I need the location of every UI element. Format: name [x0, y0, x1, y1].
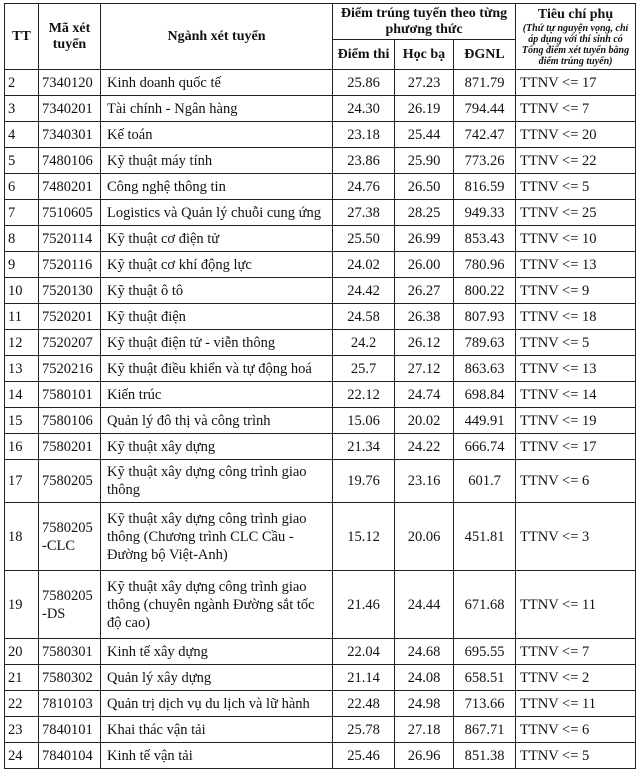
row-code: 7580106 — [39, 408, 101, 434]
row-transcript: 20.06 — [395, 503, 454, 571]
row-code: 7520207 — [39, 330, 101, 356]
row-major: Kinh tế vận tải — [101, 743, 333, 769]
row-dgnl: 816.59 — [454, 174, 516, 200]
row-major: Kỹ thuật điện — [101, 304, 333, 330]
row-dgnl: 773.26 — [454, 148, 516, 174]
table-row — [5, 278, 636, 304]
row-code: 7520216 — [39, 356, 101, 382]
table-row — [5, 70, 636, 96]
row-transcript: 24.98 — [395, 691, 454, 717]
row-dgnl: 789.63 — [454, 330, 516, 356]
row-tt: 19 — [5, 571, 39, 639]
admission-scores-table — [4, 3, 636, 769]
row-tt: 20 — [5, 639, 39, 665]
row-code: 7580201 — [39, 434, 101, 460]
row-major: Kinh doanh quốc tế — [101, 70, 333, 96]
table-row — [5, 200, 636, 226]
row-major: Kỹ thuật cơ điện tử — [101, 226, 333, 252]
row-exam: 22.12 — [333, 382, 395, 408]
row-criteria: TTNV <= 22 — [516, 148, 636, 174]
row-exam: 22.04 — [333, 639, 395, 665]
row-tt: 14 — [5, 382, 39, 408]
row-tt: 3 — [5, 96, 39, 122]
row-tt: 22 — [5, 691, 39, 717]
row-major: Kỹ thuật máy tính — [101, 148, 333, 174]
table-row — [5, 665, 636, 691]
row-tt: 9 — [5, 252, 39, 278]
header-criteria-title: Tiêu chí phụ — [537, 6, 614, 22]
row-major: Kỹ thuật điều khiển và tự động hoá — [101, 356, 333, 382]
table-row — [5, 717, 636, 743]
row-transcript: 26.38 — [395, 304, 454, 330]
row-dgnl: 742.47 — [454, 122, 516, 148]
table-row — [5, 743, 636, 769]
row-transcript: 23.16 — [395, 460, 454, 503]
row-code: 7520116 — [39, 252, 101, 278]
row-major: Kế toán — [101, 122, 333, 148]
table-row — [5, 226, 636, 252]
table-row — [5, 356, 636, 382]
table-row — [5, 122, 636, 148]
row-code: 7580302 — [39, 665, 101, 691]
row-exam: 24.42 — [333, 278, 395, 304]
row-exam: 24.02 — [333, 252, 395, 278]
row-dgnl: 863.63 — [454, 356, 516, 382]
row-dgnl: 698.84 — [454, 382, 516, 408]
header-row-1 — [5, 4, 636, 40]
row-exam: 25.46 — [333, 743, 395, 769]
row-dgnl: 871.79 — [454, 70, 516, 96]
row-exam: 25.7 — [333, 356, 395, 382]
row-exam: 24.2 — [333, 330, 395, 356]
row-tt: 12 — [5, 330, 39, 356]
row-criteria: TTNV <= 6 — [516, 717, 636, 743]
row-criteria: TTNV <= 11 — [516, 571, 636, 639]
row-exam: 23.86 — [333, 148, 395, 174]
row-transcript: 26.50 — [395, 174, 454, 200]
row-code: 7520201 — [39, 304, 101, 330]
row-tt: 7 — [5, 200, 39, 226]
row-dgnl: 853.43 — [454, 226, 516, 252]
row-exam: 24.58 — [333, 304, 395, 330]
row-transcript: 26.96 — [395, 743, 454, 769]
row-dgnl: 695.55 — [454, 639, 516, 665]
row-criteria: TTNV <= 6 — [516, 460, 636, 503]
row-major: Quản trị dịch vụ du lịch và lữ hành — [101, 691, 333, 717]
row-tt: 5 — [5, 148, 39, 174]
row-major: Kỹ thuật xây dựng công trình giao thông (Chương trình CLC Cầu - Đường bộ Việt-Anh) — [101, 503, 333, 571]
row-code: 7810103 — [39, 691, 101, 717]
header-criteria-note: (Thứ tự nguyện vọng, chỉ áp dụng với thí sinh có Tổng điểm xét tuyển bằng điểm trúng tuyển) — [521, 22, 630, 67]
row-dgnl: 851.38 — [454, 743, 516, 769]
row-criteria: TTNV <= 11 — [516, 691, 636, 717]
row-exam: 25.86 — [333, 70, 395, 96]
row-transcript: 26.27 — [395, 278, 454, 304]
row-exam: 15.12 — [333, 503, 395, 571]
row-transcript: 24.22 — [395, 434, 454, 460]
row-exam: 24.30 — [333, 96, 395, 122]
row-criteria: TTNV <= 5 — [516, 330, 636, 356]
row-tt: 6 — [5, 174, 39, 200]
row-tt: 11 — [5, 304, 39, 330]
row-tt: 2 — [5, 70, 39, 96]
row-criteria: TTNV <= 5 — [516, 743, 636, 769]
row-major: Kỹ thuật cơ khí động lực — [101, 252, 333, 278]
header-code: Mã xét tuyển — [39, 4, 101, 70]
row-dgnl: 807.93 — [454, 304, 516, 330]
table-row — [5, 460, 636, 503]
row-criteria: TTNV <= 25 — [516, 200, 636, 226]
row-criteria: TTNV <= 10 — [516, 226, 636, 252]
row-criteria: TTNV <= 17 — [516, 70, 636, 96]
table-row — [5, 304, 636, 330]
row-criteria: TTNV <= 9 — [516, 278, 636, 304]
row-major: Kỹ thuật xây dựng công trình giao thông — [101, 460, 333, 503]
row-major: Kỹ thuật xây dựng — [101, 434, 333, 460]
row-code: 7480201 — [39, 174, 101, 200]
row-major: Kiến trúc — [101, 382, 333, 408]
row-exam: 23.18 — [333, 122, 395, 148]
row-exam: 22.48 — [333, 691, 395, 717]
row-tt: 10 — [5, 278, 39, 304]
row-transcript: 26.00 — [395, 252, 454, 278]
row-code: 7480106 — [39, 148, 101, 174]
row-transcript: 26.99 — [395, 226, 454, 252]
table-row — [5, 174, 636, 200]
row-transcript: 20.02 — [395, 408, 454, 434]
row-code: 7840104 — [39, 743, 101, 769]
table-row — [5, 434, 636, 460]
row-major: Kinh tế xây dựng — [101, 639, 333, 665]
row-criteria: TTNV <= 17 — [516, 434, 636, 460]
row-major: Kỹ thuật xây dựng công trình giao thông (chuyên ngành Đường sắt tốc độ cao) — [101, 571, 333, 639]
row-tt: 17 — [5, 460, 39, 503]
row-exam: 15.06 — [333, 408, 395, 434]
row-major: Quản lý xây dựng — [101, 665, 333, 691]
row-criteria: TTNV <= 3 — [516, 503, 636, 571]
row-code: 7340201 — [39, 96, 101, 122]
header-dgnl: ĐGNL — [454, 40, 516, 70]
table-row — [5, 691, 636, 717]
row-dgnl: 794.44 — [454, 96, 516, 122]
table-row — [5, 639, 636, 665]
row-criteria: TTNV <= 5 — [516, 174, 636, 200]
row-dgnl: 666.74 — [454, 434, 516, 460]
table-row — [5, 148, 636, 174]
row-tt: 8 — [5, 226, 39, 252]
row-major: Tài chính - Ngân hàng — [101, 96, 333, 122]
table-row — [5, 382, 636, 408]
row-tt: 18 — [5, 503, 39, 571]
row-tt: 24 — [5, 743, 39, 769]
row-major: Khai thác vận tải — [101, 717, 333, 743]
row-criteria: TTNV <= 13 — [516, 356, 636, 382]
row-transcript: 24.44 — [395, 571, 454, 639]
row-transcript: 27.18 — [395, 717, 454, 743]
row-transcript: 27.23 — [395, 70, 454, 96]
row-code: 7520114 — [39, 226, 101, 252]
row-major: Kỹ thuật điện tử - viễn thông — [101, 330, 333, 356]
row-code: 7510605 — [39, 200, 101, 226]
row-exam: 27.38 — [333, 200, 395, 226]
row-code: 7580101 — [39, 382, 101, 408]
row-code: 7580205 -DS — [39, 571, 101, 639]
row-tt: 4 — [5, 122, 39, 148]
header-score-group: Điểm trúng tuyển theo từng phương thức — [333, 4, 516, 40]
row-criteria: TTNV <= 20 — [516, 122, 636, 148]
row-tt: 21 — [5, 665, 39, 691]
table-row — [5, 408, 636, 434]
row-tt: 13 — [5, 356, 39, 382]
row-code: 7840101 — [39, 717, 101, 743]
row-exam: 21.14 — [333, 665, 395, 691]
row-code: 7520130 — [39, 278, 101, 304]
row-tt: 23 — [5, 717, 39, 743]
row-exam: 19.76 — [333, 460, 395, 503]
row-code: 7340301 — [39, 122, 101, 148]
header-criteria — [516, 4, 636, 70]
row-dgnl: 713.66 — [454, 691, 516, 717]
row-exam: 21.34 — [333, 434, 395, 460]
row-exam: 21.46 — [333, 571, 395, 639]
row-tt: 16 — [5, 434, 39, 460]
row-dgnl: 780.96 — [454, 252, 516, 278]
row-dgnl: 867.71 — [454, 717, 516, 743]
header-exam: Điểm thi — [333, 40, 395, 70]
table-row — [5, 96, 636, 122]
row-criteria: TTNV <= 18 — [516, 304, 636, 330]
row-major: Kỹ thuật ô tô — [101, 278, 333, 304]
row-transcript: 24.74 — [395, 382, 454, 408]
table-row — [5, 503, 636, 571]
row-transcript: 28.25 — [395, 200, 454, 226]
row-exam: 24.76 — [333, 174, 395, 200]
row-dgnl: 451.81 — [454, 503, 516, 571]
row-exam: 25.78 — [333, 717, 395, 743]
row-transcript: 25.90 — [395, 148, 454, 174]
row-dgnl: 949.33 — [454, 200, 516, 226]
row-transcript: 26.12 — [395, 330, 454, 356]
row-code: 7580205 — [39, 460, 101, 503]
row-tt: 15 — [5, 408, 39, 434]
row-dgnl: 671.68 — [454, 571, 516, 639]
table-body — [5, 70, 636, 769]
row-transcript: 26.19 — [395, 96, 454, 122]
row-code: 7340120 — [39, 70, 101, 96]
row-major: Logistics và Quản lý chuỗi cung ứng — [101, 200, 333, 226]
header-major: Ngành xét tuyển — [101, 4, 333, 70]
row-major: Công nghệ thông tin — [101, 174, 333, 200]
row-code: 7580205 -CLC — [39, 503, 101, 571]
row-major: Quản lý đô thị và công trình — [101, 408, 333, 434]
row-transcript: 24.08 — [395, 665, 454, 691]
row-criteria: TTNV <= 7 — [516, 96, 636, 122]
row-dgnl: 449.91 — [454, 408, 516, 434]
row-criteria: TTNV <= 2 — [516, 665, 636, 691]
row-dgnl: 601.7 — [454, 460, 516, 503]
row-transcript: 25.44 — [395, 122, 454, 148]
row-transcript: 24.68 — [395, 639, 454, 665]
table-row — [5, 252, 636, 278]
header-transcript: Học bạ — [395, 40, 454, 70]
row-criteria: TTNV <= 19 — [516, 408, 636, 434]
row-dgnl: 658.51 — [454, 665, 516, 691]
row-exam: 25.50 — [333, 226, 395, 252]
row-code: 7580301 — [39, 639, 101, 665]
table-row — [5, 330, 636, 356]
row-dgnl: 800.22 — [454, 278, 516, 304]
row-criteria: TTNV <= 7 — [516, 639, 636, 665]
header-tt: TT — [5, 4, 39, 70]
table-row — [5, 571, 636, 639]
row-transcript: 27.12 — [395, 356, 454, 382]
row-criteria: TTNV <= 13 — [516, 252, 636, 278]
row-criteria: TTNV <= 14 — [516, 382, 636, 408]
